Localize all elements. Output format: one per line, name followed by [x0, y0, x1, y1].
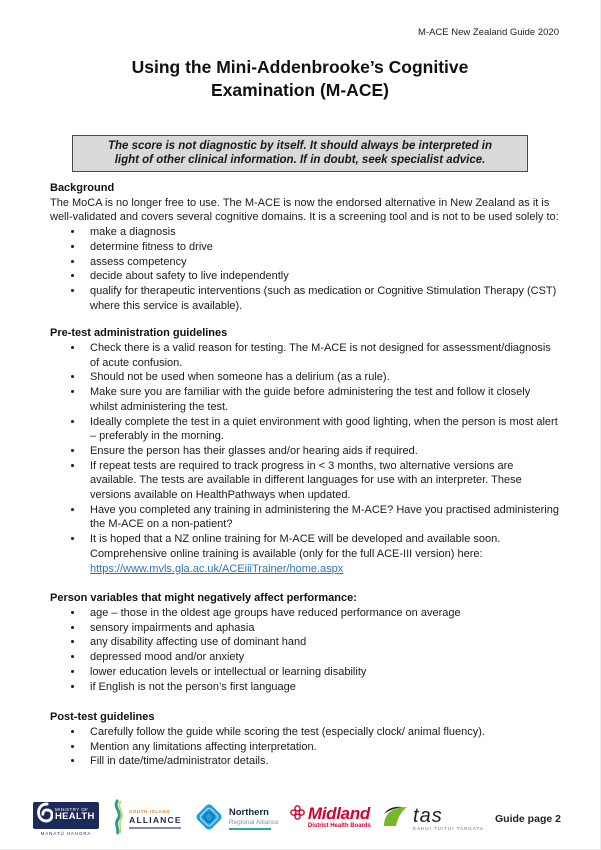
section-heading: Pre-test administration guidelines — [50, 327, 228, 340]
section-posttest — [50, 710, 559, 769]
section-heading: Background — [50, 182, 115, 194]
moh-top-label: MINISTRY OF — [55, 807, 89, 813]
doc-reference: M-ACE New Zealand Guide 2020 — [418, 27, 559, 38]
page-title-line2: Examination (M-ACE) — [211, 80, 389, 100]
bullet-item: • depressed mood and/or anxiety — [84, 650, 559, 665]
bullet-list — [50, 225, 559, 313]
sia-top-label: SOUTH ISLAND — [129, 809, 171, 815]
section-person-variables — [50, 591, 559, 694]
bullet-item: • determine fitness to drive — [84, 240, 559, 255]
tas-koru-icon — [382, 805, 409, 834]
sia-logo-text — [129, 809, 182, 829]
nra-tagline-bar — [229, 828, 271, 830]
bullet-item: • make a diagnosis — [84, 225, 559, 240]
bullet-item: • lower education levels or intellectual or learning disability — [84, 665, 559, 680]
bullet-item: • Fill in date/time/administrator details. — [84, 754, 559, 769]
logo-midland-dhb — [290, 805, 371, 829]
moh-koru-icon — [36, 801, 53, 829]
section-pretest — [50, 326, 559, 576]
midland-sub-label: District Health Boards — [307, 823, 371, 829]
page-title-line1: Using the Mini-Addenbrooke’s Cognitive — [131, 57, 469, 77]
tas-main-label: tas — [413, 805, 443, 828]
page-title — [84, 56, 516, 102]
bullet-list — [50, 341, 559, 576]
notice-box — [72, 135, 528, 172]
bullet-item: • Have you completed any training in administering the M-ACE? Have you practised administering the M-ACE on a non-patient? — [84, 503, 559, 532]
bullet-item: • any disability affecting use of dominant hand — [84, 635, 559, 650]
nra-diamond-icon — [193, 801, 225, 838]
sia-tagline-bar — [129, 827, 181, 829]
midland-flower-icon — [290, 805, 305, 825]
bullet-item — [84, 532, 559, 576]
section-heading: Post-test guidelines — [50, 711, 155, 724]
bullet-item: • if English is not the person’s first language — [84, 680, 559, 695]
moh-sub-label: MANATŪ HAUORA — [40, 831, 92, 837]
page-number-label: Guide page 2 — [495, 813, 561, 825]
section-intro: The MoCA is no longer free to use. The M-ACE is now the endorsed alternative in New Zealand as it is well-validated and covers several cognitive domains. It is a screening tool and is not to be used solely to: — [50, 196, 559, 224]
logo-ministry-of-health — [33, 802, 99, 837]
bullet-item: • sensory impairments and aphasia — [84, 621, 559, 636]
moh-main-label: HEALTH — [55, 811, 95, 823]
bullet-item: • Ideally complete the test in a quiet environment with good lighting, when the person is most alert – preferably in the morning. — [84, 415, 559, 444]
notice-line1: The score is not diagnostic by itself. It should always be interpreted in — [107, 140, 493, 152]
bullet-item: • If repeat tests are required to track progress in < 3 months, two alternative versions are available. The tests are available in different languages for use with an interpreter. These versions available on HealthPathways when updated. — [84, 459, 559, 503]
sia-main-label: ALLIANCE — [129, 814, 182, 825]
nra-logo-text — [229, 808, 279, 830]
bullet-item: • assess competency — [84, 255, 559, 270]
midland-main-label: Midland — [307, 804, 370, 823]
bullet-item: • Check there is a valid reason for testing. The M-ACE is not designed for assessment/diagnosis of acute confusion. — [84, 341, 559, 370]
bullet-list — [50, 606, 559, 694]
bullet-item: • qualify for therapeutic interventions (such as medication or Cognitive Stimulation Therapy (CST) where this service is available). — [84, 284, 559, 313]
logo-south-island-alliance — [110, 799, 182, 840]
bullet-item: • Should not be used when someone has a delirium (as a rule). — [84, 370, 559, 385]
logo-tas — [382, 805, 484, 834]
footer-logo-bar — [33, 795, 561, 843]
bullet-item: • decide about safety to live independently — [84, 269, 559, 284]
bullet-item: • Make sure you are familiar with the guide before administering the test and follow it closely whilst administering the test. — [84, 385, 559, 414]
bullet-text: It is hoped that a NZ online training for M-ACE will be developed and available soon. Comprehensive online training is available (only for the full ACE-III version) here: — [90, 533, 501, 560]
moh-logo-box — [33, 802, 99, 829]
logo-northern-regional-alliance — [193, 801, 279, 838]
nra-sub-label: Regional Alliance — [228, 818, 279, 826]
section-heading: Person variables that might negatively affect performance: — [50, 592, 357, 605]
bullet-item: • Mention any limitations affecting interpretation. — [84, 740, 559, 755]
tas-logo-text — [413, 806, 484, 832]
bullet-item: • age – those in the oldest age groups have reduced performance on average — [84, 606, 559, 621]
midland-logo-text — [308, 805, 371, 829]
sia-koru-icon — [110, 799, 126, 840]
section-background — [50, 181, 559, 313]
bullet-item: • Ensure the person has their glasses and/or hearing aids if required. — [84, 444, 559, 459]
moh-logo-text — [55, 807, 95, 823]
notice-line2: light of other clinical information. If in doubt, seek specialist advice. — [114, 154, 486, 166]
bullet-item: • Carefully follow the guide while scoring the test (especially clock/ animal fluency). — [84, 725, 559, 740]
document-body — [50, 181, 559, 769]
tas-sub-label: KAHUI TUITUI TANGATA — [413, 826, 484, 832]
training-link[interactable]: https://www.mvls.gla.ac.uk/ACEiiiTrainer/home.aspx — [90, 562, 344, 575]
bullet-list — [50, 725, 559, 769]
nra-main-label: Northern — [228, 806, 269, 818]
